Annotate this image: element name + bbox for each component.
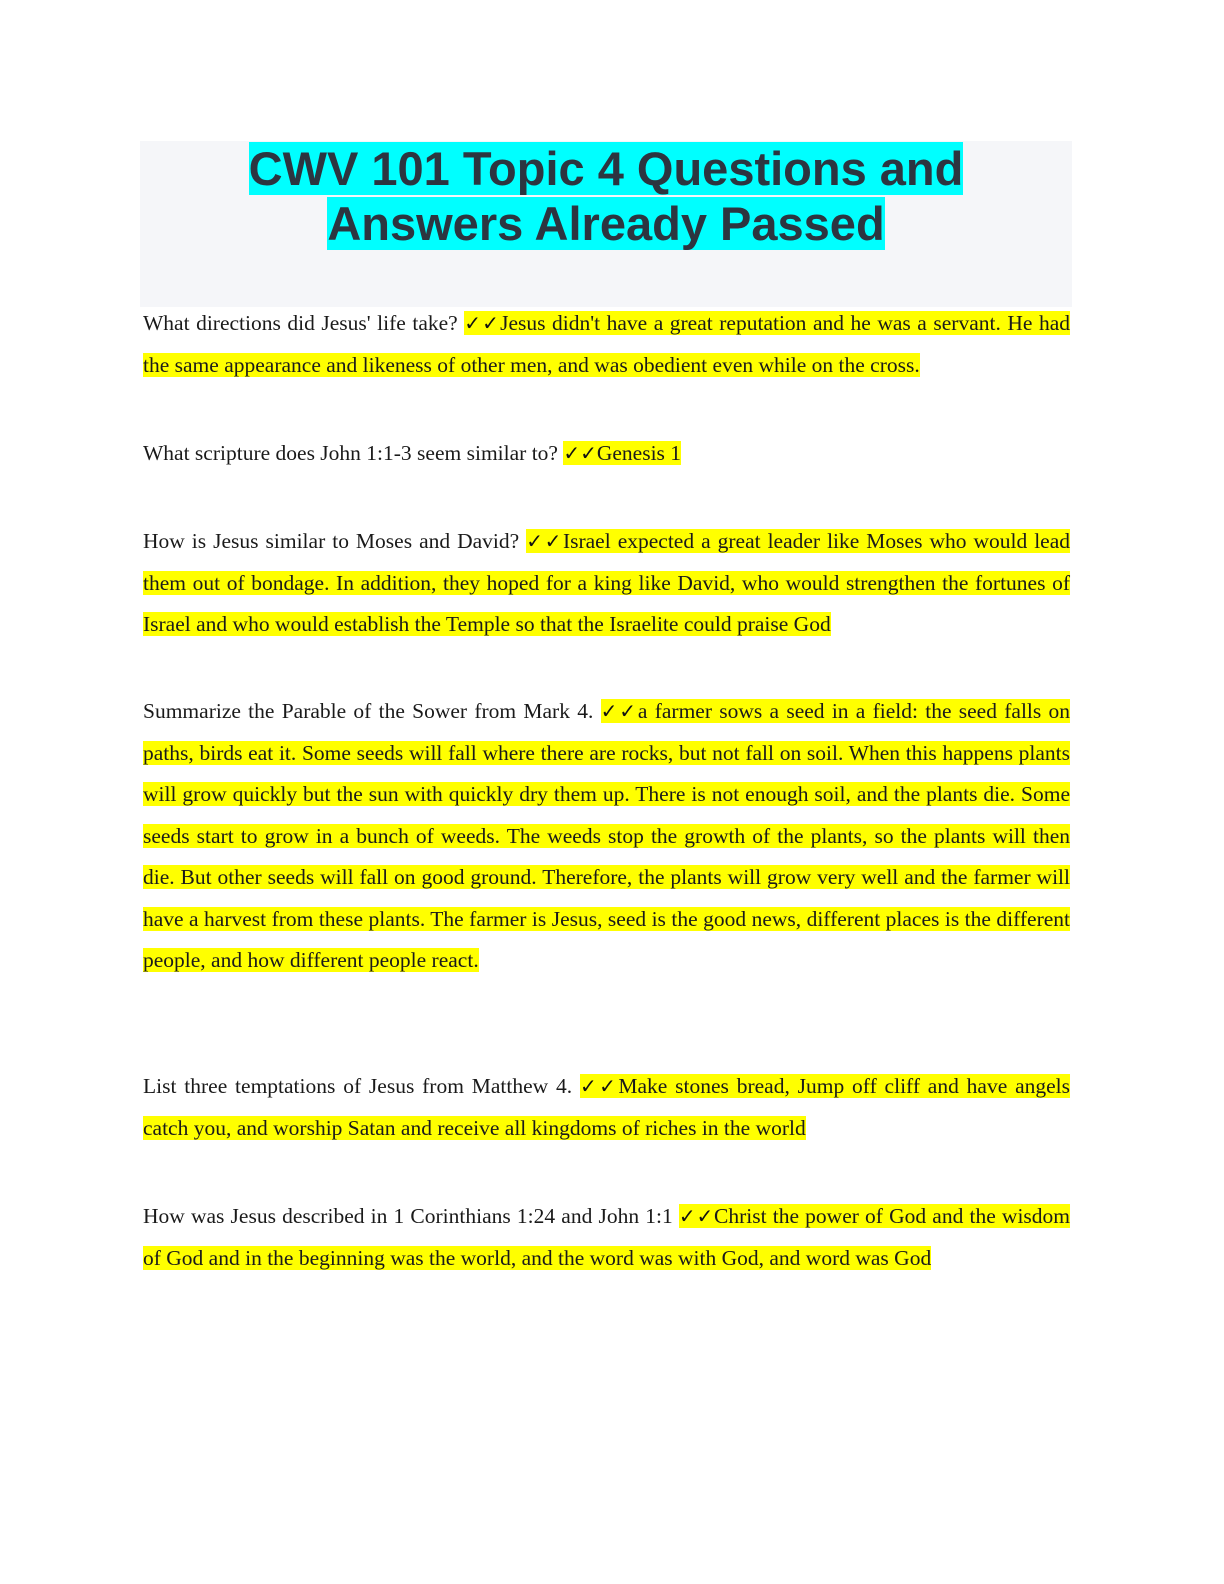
question-2: What scripture does John 1:1-3 seem similar to? <box>143 441 558 465</box>
check-mark-icon: ✓✓ <box>464 311 501 335</box>
answer-text-2: Genesis 1 <box>596 441 682 465</box>
check-mark-icon: ✓✓ <box>579 1074 619 1098</box>
question-4: Summarize the Parable of the Sower from Mark 4. <box>143 699 594 723</box>
qa-item-2 <box>143 433 1070 475</box>
check-mark-icon: ✓✓ <box>526 529 563 553</box>
qa-item-6 <box>143 1196 1070 1279</box>
question-6: How was Jesus described in 1 Corinthians 1:24 and John 1:1 <box>143 1204 673 1228</box>
answer-2 <box>563 441 681 465</box>
question-3: How is Jesus similar to Moses and David? <box>143 529 520 553</box>
qa-item-3 <box>143 521 1070 646</box>
question-5: List three temptations of Jesus from Matthew 4. <box>143 1074 573 1098</box>
answer-text-4: a farmer sows a seed in a field: the seed falls on paths, birds eat it. Some seeds will fall where there are rocks, but not fall on soil. When this happens plants will grow quickly but the sun with quickly dry them up. There is not enough soil, and the plants die. Some seeds start to grow in a bunch of weeds. The weeds stop the growth of the plants, so the plants will then die. But other seeds will fall on good ground. Therefore, the plants will grow very well and the farmer will have a harvest from these plants. The farmer is Jesus, seed is the good news, different places is the different people, and how different people react. <box>143 699 1071 972</box>
check-mark-icon: ✓✓ <box>600 699 638 723</box>
answer-text-1: Jesus didn't have a great reputation and he was a servant. He had the same appearance and likeness of other men, and was obedient even while on the cross. <box>143 311 1071 377</box>
qa-item-1 <box>143 303 1070 386</box>
answer-text-5: Make stones bread, Jump off cliff and have angels catch you, and worship Satan and receive all kingdoms of riches in the world <box>143 1074 1070 1140</box>
answer-text-6: Christ the power of God and the wisdom of God and in the beginning was the world, and the word was with God, and word was God <box>143 1204 1071 1270</box>
qa-item-5 <box>143 1066 1070 1149</box>
check-mark-icon: ✓✓ <box>678 1204 715 1228</box>
title-line-2: Answers Already Passed <box>327 197 885 250</box>
answer-text-3: Israel expected a great leader like Moses who would lead them out of bondage. In addition, they hoped for a king like David, who would strengthen the fortunes of Israel and who would establish the Temple so that the Israelite could praise God <box>143 529 1071 636</box>
title-line-1: CWV 101 Topic 4 Questions and <box>248 142 964 195</box>
check-mark-icon: ✓✓ <box>563 441 597 465</box>
document-title <box>140 141 1072 251</box>
qa-item-4 <box>143 691 1070 982</box>
answer-4 <box>143 699 1070 972</box>
question-1: What directions did Jesus' life take? <box>143 311 458 335</box>
